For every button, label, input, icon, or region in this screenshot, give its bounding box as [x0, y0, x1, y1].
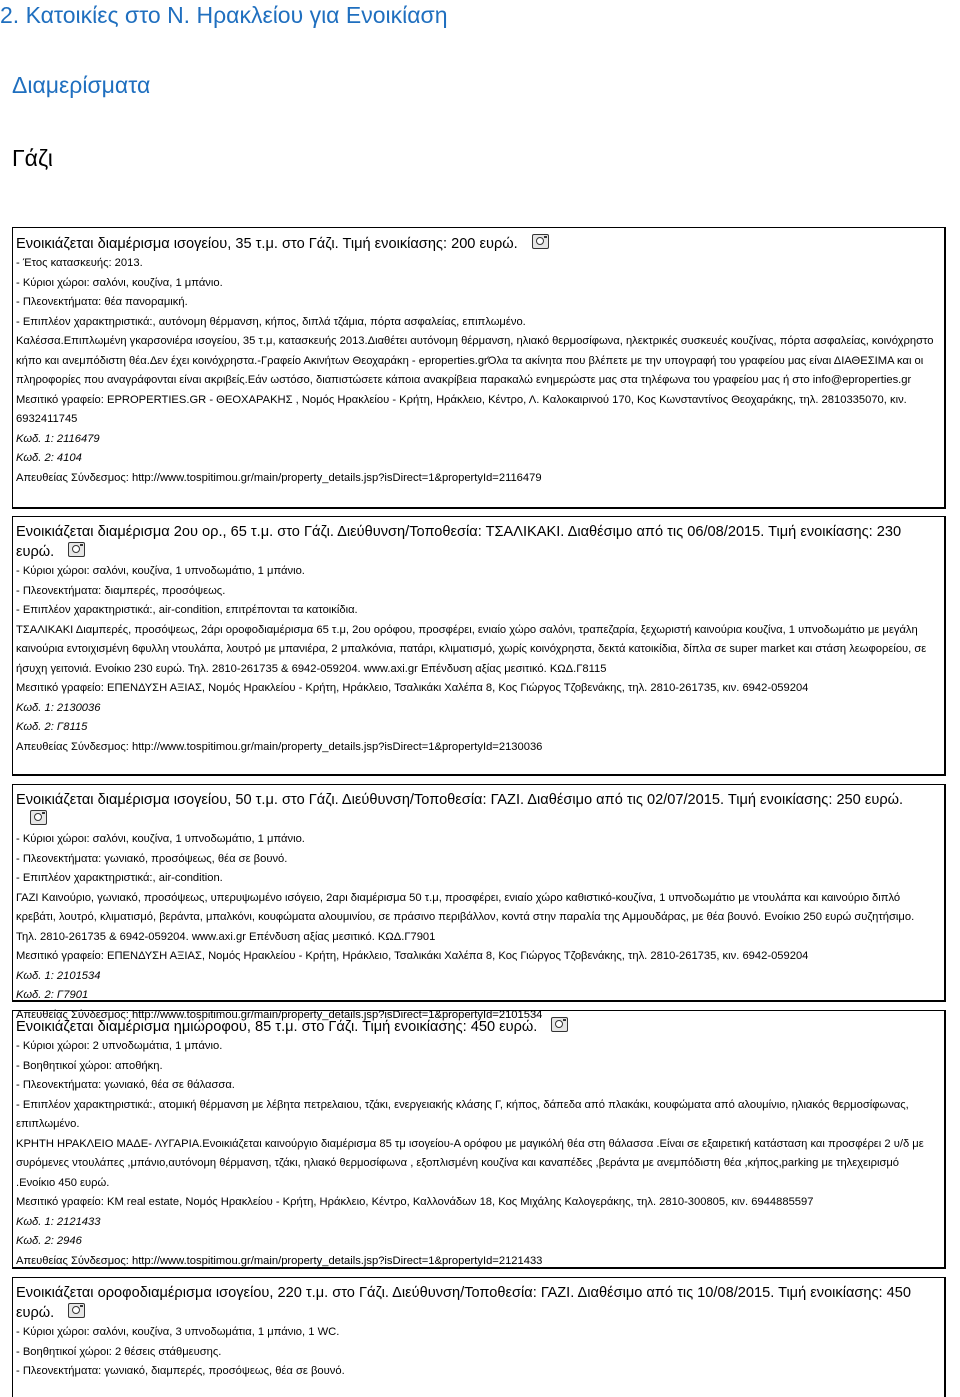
listing-title — [16, 791, 944, 830]
listing-line: - Κύριοι χώροι: σαλόνι, κουζίνα, 1 υπνοδωμάτιο, 1 μπάνιο. — [16, 833, 305, 845]
listing-title — [16, 523, 944, 562]
camera-icon[interactable] — [68, 1303, 85, 1318]
listing-code-1: Κωδ. 1: 2101534 — [16, 969, 101, 982]
camera-icon[interactable] — [532, 234, 549, 249]
listing-line: - Πλεονεκτήματα: γωνιακό, θέα σε θάλασσα. — [16, 1079, 235, 1091]
listing-title-text: Ενοικιάζεται διαμέρισμα 2ου ορ., 65 τ.μ. στο Γάζι. Διεύθυνση/Τοποθεσία: ΤΣΑΛΙΚΑΚΙ. Διαθέσιμο από τις 06/08/2015. Τιμή ενοικίασης: 230 ευρώ. — [16, 524, 902, 560]
listing-line: - Επιπλέον χαρακτηριστικά:, air-condition. — [16, 872, 223, 884]
listing-description: ΓΑΖΙ Καινούριο, γωνιακό, προσόψεως, υπερυψωμένο ισόγειο, 2αρι διαμέρισμα 50 τ.μ, προσφέρει, ενιαίο χώρο καθιστικό-κουζίνα, 1 υπνοδωμάτιο με ντουλάπα και καινούριο διπλό κρεβάτι, λουτρό, κλιματισμό, βεράντα, μπαλκόνι, κουφώματα αλουμινίου, σε πράσινο περιβάλλον, κοντά στην παραλία της Αμμουδάρας, με θέα βουνό. Ενοίκιο 250 ευρώ συζητήσιμο. Τηλ. 2810-261735 & 6942-059204. www.axi.gr Επένδυση αξίας μεσιτικό. ΚΩΔ.Γ7901 — [16, 891, 915, 943]
listing-title — [16, 1017, 944, 1037]
listing-link[interactable]: Απευθείας Σύνδεσμος: http://www.tospitimou.gr/main/property_details.jsp?isDirect=1&propertyId=2101534 — [16, 1008, 543, 1021]
listing-link[interactable]: Απευθείας Σύνδεσμος: http://www.tospitimou.gr/main/property_details.jsp?isDirect=1&propertyId=2121433 — [16, 1254, 543, 1267]
listing-description: ΤΣΑΛΙΚΑΚΙ Διαμπερές, προσόψεως, 2άρι οροφοδιαμέρισμα 65 τ.μ, 2ου ορόφου, προσφέρει, ενιαίο χώρο σαλόνι, τραπεζαρία, ξεχωριστή καινούρια κουζίνα, 1 υπνοδωμάτιο με μεγάλη καινούρια εντοιχισμένη 6φυλλη ντουλάπα, λουτρό με μπανιέρα, 2 μπαλκόνια, πατάρι, κλιματισμό, χωρίς κοινόχρηστα, δεκτά κατοικίδια, δίπλα σε super market και στάση λεωφορείου, σε ήσυχη γειτονιά. Ενοίκιο 230 ευρώ. Τηλ. 2810-261735 & 6942-059204. www.axi.gr Επένδυση αξίας μεσιτικό. ΚΩΔ.Γ8115 — [16, 623, 927, 675]
listing-code-2: Κωδ. 2: Γ7901 — [16, 989, 89, 1001]
listing-description: Καλέσσα.Επιπλωμένη γκαρσονιέρα ισογείου, 35 τ.μ, κατασκευής 2013.Διαθέτει αυτόνομη θέρμανση, ηλιακό θερμοσίφωνα, ηλεκτρικές συσκευές κουζίνας, πόρτα ασφαλείας, κοινόχρηστο κήπο και ανεμπόδιστη θέα.Δεν έχει κοινόχρηστα.-Γραφείο Ακινήτων Θεοχαράκη - eproperties.grΌλα τα ακίνητα που βλέπετε με την υπογραφή του γραφείου μας είναι ΔΙΑΘΕΣΙΜΑ και οι πληροφορίες που αναγράφονται είναι ακριβείς.Εάν ωστόσο, διαπιστώσετε κάποια ανακρίβεια παρακαλώ ενημερώστε μας στα τηλέφωνα του γραφείου μας ή στο info@eproperties.gr — [16, 335, 934, 386]
listing-line: - Βοηθητικοί χώροι: 2 θέσεις στάθμευσης. — [16, 1345, 222, 1358]
listing-line: - Πλεονεκτήματα: γωνιακό, διαμπερές, προσόψεως, θέα σε βουνό. — [16, 1365, 345, 1377]
listing-title-text: Ενοικιάζεται διαμέρισμα ημιώροφου, 85 τ.μ. στο Γάζι. Τιμή ενοικίασης: 450 ευρώ. — [16, 1019, 538, 1035]
listing-line: - Κύριοι χώροι: σαλόνι, κουζίνα, 3 υπνοδωμάτια, 1 μπάνιο, 1 WC. — [16, 1326, 340, 1338]
listing-line: - Πλεονεκτήματα: γωνιακό, προσόψεως, θέα σε βουνό. — [16, 852, 288, 865]
listing-agency: Μεσιτικό γραφείο: KM real estate, Νομός Ηρακλείου - Κρήτη, Ηράκλειο, Κέντρο, Καλλονάδων 18, Κος Μιχάλης Καλογεράκης, τηλ. 2810-300805, κιν. 6944885597 — [16, 1196, 814, 1208]
listing-title-text: Ενοικιάζεται διαμέρισμα ισογείου, 50 τ.μ. στο Γάζι. Διεύθυνση/Τοποθεσία: ΓΑΖΙ. Διαθέσιμο από τις 02/07/2015. Τιμή ενοικίασης: 250 ευρώ. — [16, 792, 904, 808]
listing — [12, 516, 946, 776]
camera-icon[interactable] — [30, 810, 47, 825]
listing — [12, 784, 946, 1021]
listing — [12, 1010, 946, 1269]
listing-line: - Βοηθητικοί χώροι: αποθήκη. — [16, 1059, 163, 1072]
listing-link[interactable]: Απευθείας Σύνδεσμος: http://www.tospitimou.gr/main/property_details.jsp?isDirect=1&propertyId=2116479 — [16, 471, 542, 484]
listing-line: - Κύριοι χώροι: σαλόνι, κουζίνα, 1 μπάνιο. — [16, 276, 223, 289]
camera-icon[interactable] — [68, 542, 85, 557]
listing-code-1: Κωδ. 1: 2121433 — [16, 1215, 101, 1228]
listing-title — [16, 234, 944, 254]
listing-code-2: Κωδ. 2: Γ8115 — [16, 721, 88, 733]
listing-line: - Πλεονεκτήματα: διαμπερές, προσόψεως. — [16, 584, 226, 597]
listing-code-2: Κωδ. 2: 4104 — [16, 452, 82, 464]
page-title: 2. Κατοικίες στο Ν. Ηρακλείου για Ενοικίαση — [0, 2, 448, 28]
listing — [12, 1277, 946, 1397]
listing-agency: Μεσιτικό γραφείο: ΕΠΕΝΔΥΣΗ ΑΞΙΑΣ, Νομός Ηρακλείου - Κρήτη, Ηράκλειο, Τσαλικάκι Χαλέπα 8, Κος Γιώργος Τζοβενάκης, τηλ. 2810-261735, κιν. 6942-059204 — [16, 682, 809, 694]
listing-title — [16, 1284, 944, 1323]
listing-code-2: Κωδ. 2: 2946 — [16, 1235, 82, 1247]
category-title: Διαμερίσματα — [12, 72, 151, 98]
listing — [12, 227, 946, 509]
listing-code-1: Κωδ. 1: 2116479 — [16, 432, 100, 445]
listing-line: - Κύριοι χώροι: 2 υπνοδωμάτια, 1 μπάνιο. — [16, 1040, 223, 1052]
listing-link[interactable]: Απευθείας Σύνδεσμος: http://www.tospitimou.gr/main/property_details.jsp?isDirect=1&propertyId=2130036 — [16, 740, 543, 753]
listing-extra: - Επιπλέον χαρακτηριστικά:, ατομική θέρμανση με λέβητα πετρελαιου, τζάκι, ενεργειακής κλάσης Γ, κήπος, δάπεδα από πλακάκι, κουφώματα από αλουμίνιο, ηλιακός θερμοσίφωνας, επιπλωμένο. — [16, 1098, 909, 1130]
camera-icon[interactable] — [551, 1017, 568, 1032]
listing-line: - Επιπλέον χαρακτηριστικά:, air-condition, επιτρέπονται τα κατοικίδια. — [16, 604, 358, 616]
listing-title-text: Ενοικιάζεται οροφοδιαμέρισμα ισογείου, 220 τ.μ. στο Γάζι. Διεύθυνση/Τοποθεσία: ΓΑΖΙ. Διαθέσιμο από τις 10/08/2015. Τιμή ενοικίασης: 450 ευρώ. — [16, 1285, 912, 1321]
listing-agency: Μεσιτικό γραφείο: EPROPERTIES.GR - ΘΕΟΧΑΡΑΚΗΣ , Νομός Ηρακλείου - Κρήτη, Ηράκλειο, Κέντρο, Λ. Καλοκαιρινού 170, Κος Κωνσταντίνος Θεοχαράκης, τηλ. 2810335070, κιν. 6932411745 — [16, 393, 907, 425]
listing-line: - Πλεονεκτήματα: θέα πανοραμική. — [16, 296, 188, 308]
listing-line: - Επιπλέον χαρακτηριστικά:, αυτόνομη θέρμανση, κήπος, διπλά τζάμια, πόρτα ασφαλείας, επιπλωμένο. — [16, 315, 526, 328]
listing-description: ΚΡΗΤΗ ΗΡΑΚΛΕΙΟ ΜΑΔΕ- ΛΥΓΑΡΙΑ.Ενοικιάζεται καινούργιο διαμέρισμα 85 τμ ισογείου-Α ορόφου με μαγικόλή θέα στη θάλασσα .Είναι σε εξαιρετική κατάσταση και προσφέρει 2 υ/δ με συρόμενες ντουλάπες ,μπάνιο,αυτόνομη θέρμανση, τζάκι, ηλιακό θερμοσίφωνα , εξοπλισμένη κουζίνα και καναπέδες ,βεράντα με ανεμπόδιστη θέα ,κήπος,parking με τηλεχειρισμό .Ενοίκιο 450 ευρώ. — [16, 1137, 924, 1189]
listing-code-1: Κωδ. 1: 2130036 — [16, 701, 101, 714]
area-title: Γάζι — [12, 145, 53, 171]
listing-agency: Μεσιτικό γραφείο: ΕΠΕΝΔΥΣΗ ΑΞΙΑΣ, Νομός Ηρακλείου - Κρήτη, Ηράκλειο, Τσαλικάκι Χαλέπα 8, Κος Γιώργος Τζοβενάκης, τηλ. 2810-261735, κιν. 6942-059204 — [16, 950, 809, 962]
listing-line: - Έτος κατασκευής: 2013. — [16, 257, 143, 269]
listing-line: - Κύριοι χώροι: σαλόνι, κουζίνα, 1 υπνοδωμάτιο, 1 μπάνιο. — [16, 565, 305, 577]
listing-title-text: Ενοικιάζεται διαμέρισμα ισογείου, 35 τ.μ. στο Γάζι. Τιμή ενοικίασης: 200 ευρώ. — [16, 236, 518, 252]
